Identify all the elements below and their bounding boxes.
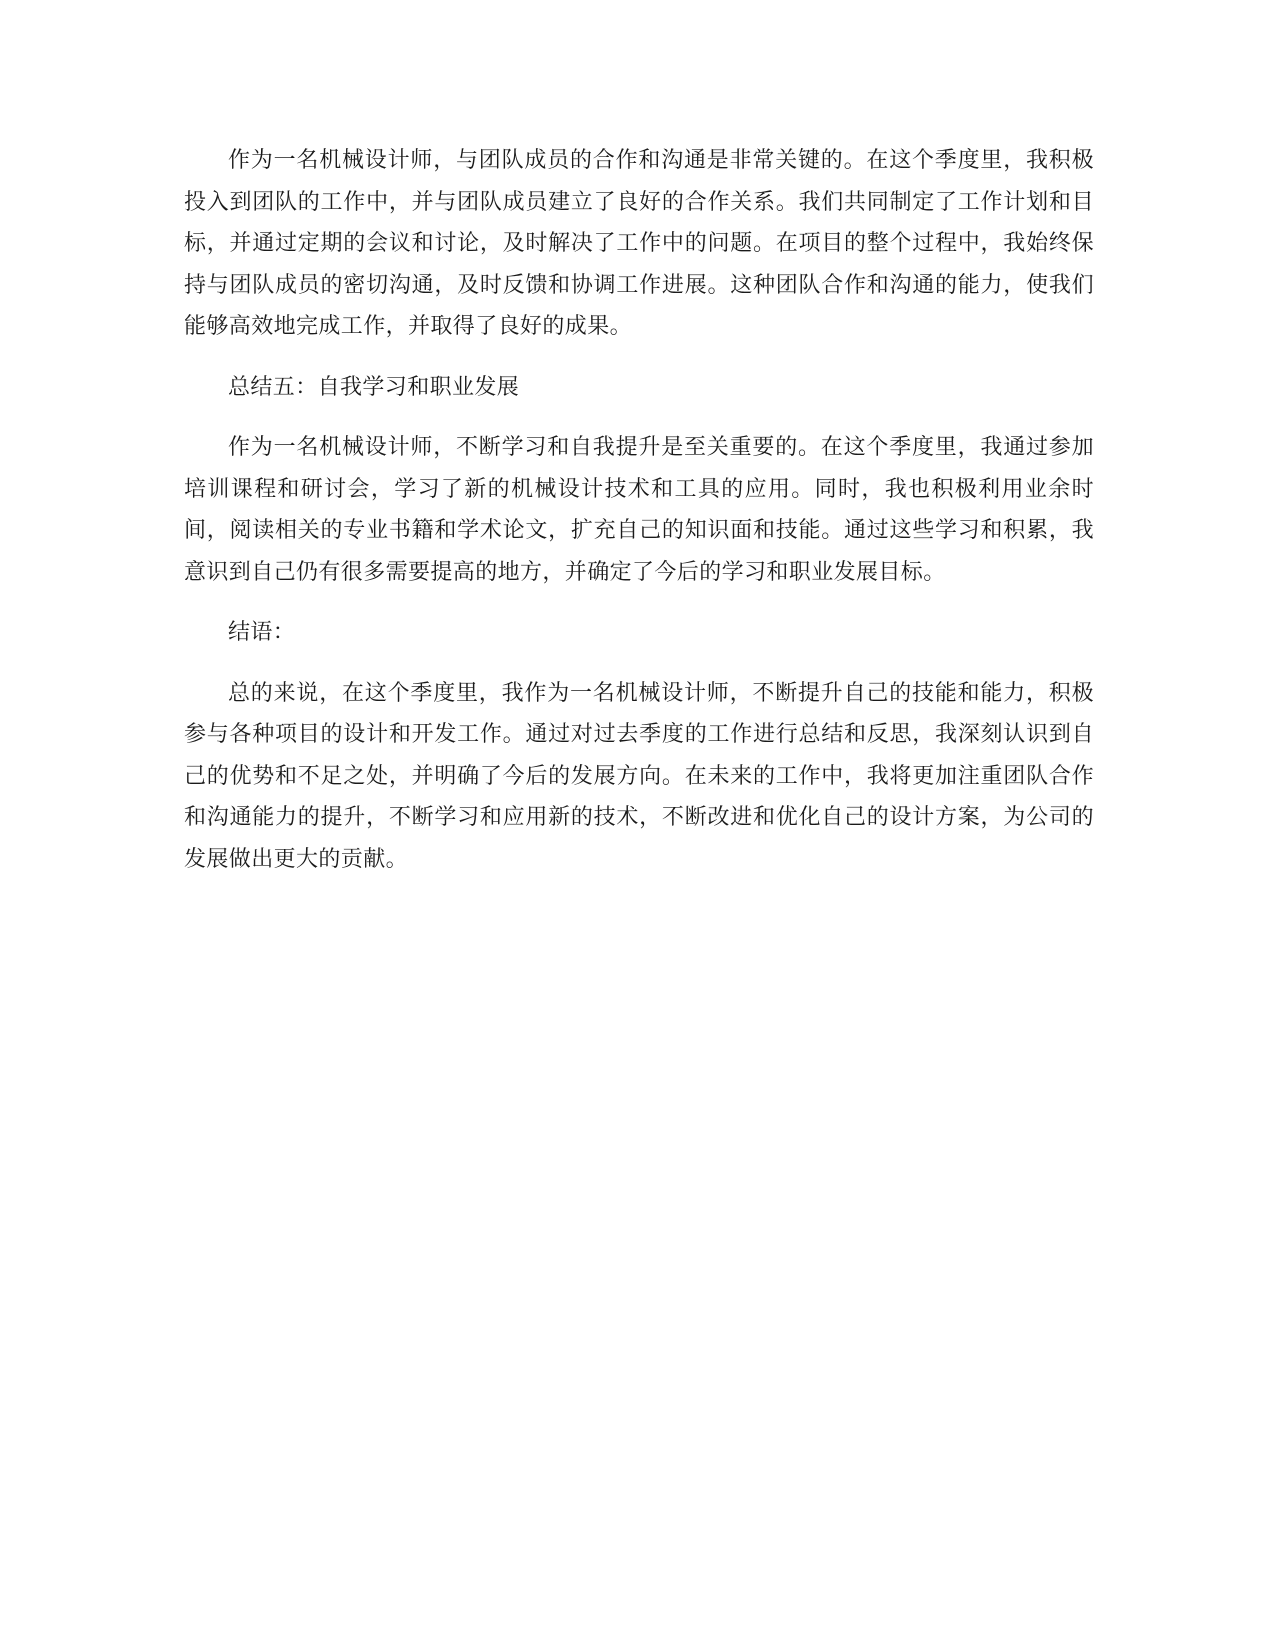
section-heading-conclusion: 结语： <box>228 620 296 645</box>
paragraph-teamwork: 作为一名机械设计师，与团队成员的合作和沟通是非常关键的。在这个季度里，我积极投入到团队的工作中，并与团队成员建立了良好的合作关系。我们共同制定了工作计划和目标，并通过定期的会议和讨论，及时解决了工作中的问题。在项目的整个过程中，我始终保持与团队成员的密切沟通，及时反馈和协调工作进展。这种团队合作和沟通的能力，使我们能够高效地完成工作，并取得了良好的成果。 <box>184 148 1094 339</box>
section-heading-self-learning: 总结五：自我学习和职业发展 <box>228 374 520 400</box>
document-body <box>184 140 1094 899</box>
paragraph-conclusion: 总的来说，在这个季度里，我作为一名机械设计师，不断提升自己的技能和能力，积极参与各种项目的设计和开发工作。通过对过去季度的工作进行总结和反思，我深刻认识到自己的优势和不足之处，并明确了今后的发展方向。在未来的工作中，我将更加注重团队合作和沟通能力的提升，不断学习和应用新的技术，不断改进和优化自己的设计方案，为公司的发展做出更大的贡献。 <box>184 680 1094 872</box>
paragraph-self-learning: 作为一名机械设计师，不断学习和自我提升是至关重要的。在这个季度里，我通过参加培训课程和研讨会，学习了新的机械设计技术和工具的应用。同时，我也积极利用业余时间，阅读相关的专业书籍和学术论文，扩充自己的知识面和技能。通过这些学习和积累，我意识到自己仍有很多需要提高的地方，并确定了今后的学习和职业发展目标。 <box>184 435 1094 585</box>
